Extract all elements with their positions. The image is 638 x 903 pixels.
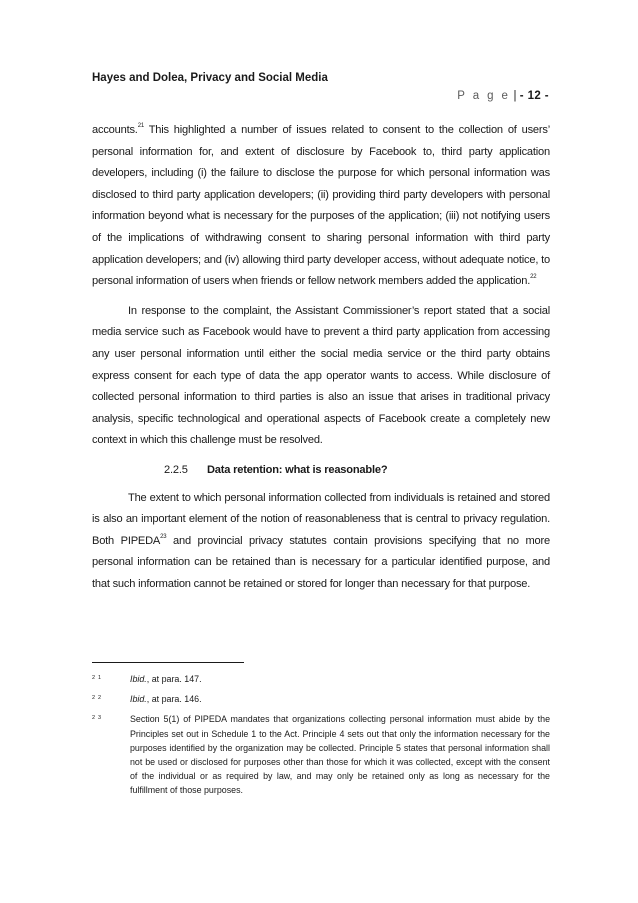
footnote-22 [92,692,550,706]
section-heading [92,460,550,482]
body-text [92,120,550,595]
footnote-ref-23[interactable]: 23 [160,533,167,540]
page-number: - 12 - [519,90,549,102]
paragraph-lead-word: accounts. [92,124,138,136]
section-title: Data retention: what is reasonable? [207,463,388,476]
footnote-ref-21[interactable]: 21 [137,123,144,129]
page-number-block [457,90,549,102]
paragraph-data-retention [92,488,550,596]
paragraph-text-part2: and provincial privacy statutes contain provisions specifying that no more personal information can be retained than is necessary for a particular identified purpose, and that such information cannot be retained or stored for longer than necessary for that purpose. [92,534,550,590]
footnote-italic: Ibid. [130,674,147,684]
footnote-body: , at para. 146. [146,694,202,705]
page-separator: | [513,90,517,102]
footnote-separator [92,662,244,663]
footnote-mark: 21 [92,675,105,681]
footnote-body: , at para. 147. [146,674,202,684]
footnote-mark: 22 [92,695,105,702]
section-number: 2.2.5 [164,463,188,476]
paragraph-text-part1: The extent to which personal information collected from individuals is retained and stored is also an important element of the notion of reasonableness that is central to privacy regulation. Both PIPEDA [92,491,550,547]
footnote-23 [92,712,550,797]
page-label: P a g e [457,90,511,102]
footnote-text [130,672,550,686]
paragraph-assistant-commissioner: In response to the complaint, the Assistant Commissioner’s report stated that a social media service such as Facebook would have to prevent a third party application from accessing any user personal information until either the social media service or the third party obtains express consent for each type of data the app operator wants to access. While disclosure of collected personal information to third parties is also an issue that arises in traditional privacy analysis, specific technological and operational aspects of Facebook create a completely new context in which this challenge must be resolved. [92,304,550,447]
footnote-text [130,712,550,797]
footnote-text [130,692,550,706]
paragraph-consent-issues [92,120,550,293]
footnote-ref-22[interactable]: 22 [530,274,537,281]
footnote-mark: 23 [92,715,105,722]
running-header-title: Hayes and Dolea, Privacy and Social Media [92,72,328,84]
footnotes [92,672,550,804]
footnote-body: Section 5(1) of PIPEDA mandates that organizations collecting personal information must abide by the Principles set out in Schedule 1 to the Act. Principle 4 sets out that only the information necessary for the purposes identified by the organization may be collected. Principle 5 states that personal information shall not be used or disclosed for purposes other than those for which it was collected, except with the consent of the individual or as required by law, and may only be retained only as long as necessary for the fulfillment of those purposes. [130,714,550,796]
footnote-21 [92,672,550,686]
paragraph-text: This highlighted a number of issues related to consent to the collection of users’ personal information for, and extent of disclosure by Facebook to, third party application developers, including (i) the failure to disclose the purpose for which personal information was disclosed to third party application developers; (ii) providing third party developers with personal information beyond what is necessary for the purposes of the application; (iii) not notifying users of the implications of withdrawing consent to sharing personal information with third party application developers; and (iv) allowing third party developer access, without adequate notice, to personal information of users when friends or fellow network members added the application. [92,124,550,288]
footnote-italic: Ibid. [130,694,147,705]
